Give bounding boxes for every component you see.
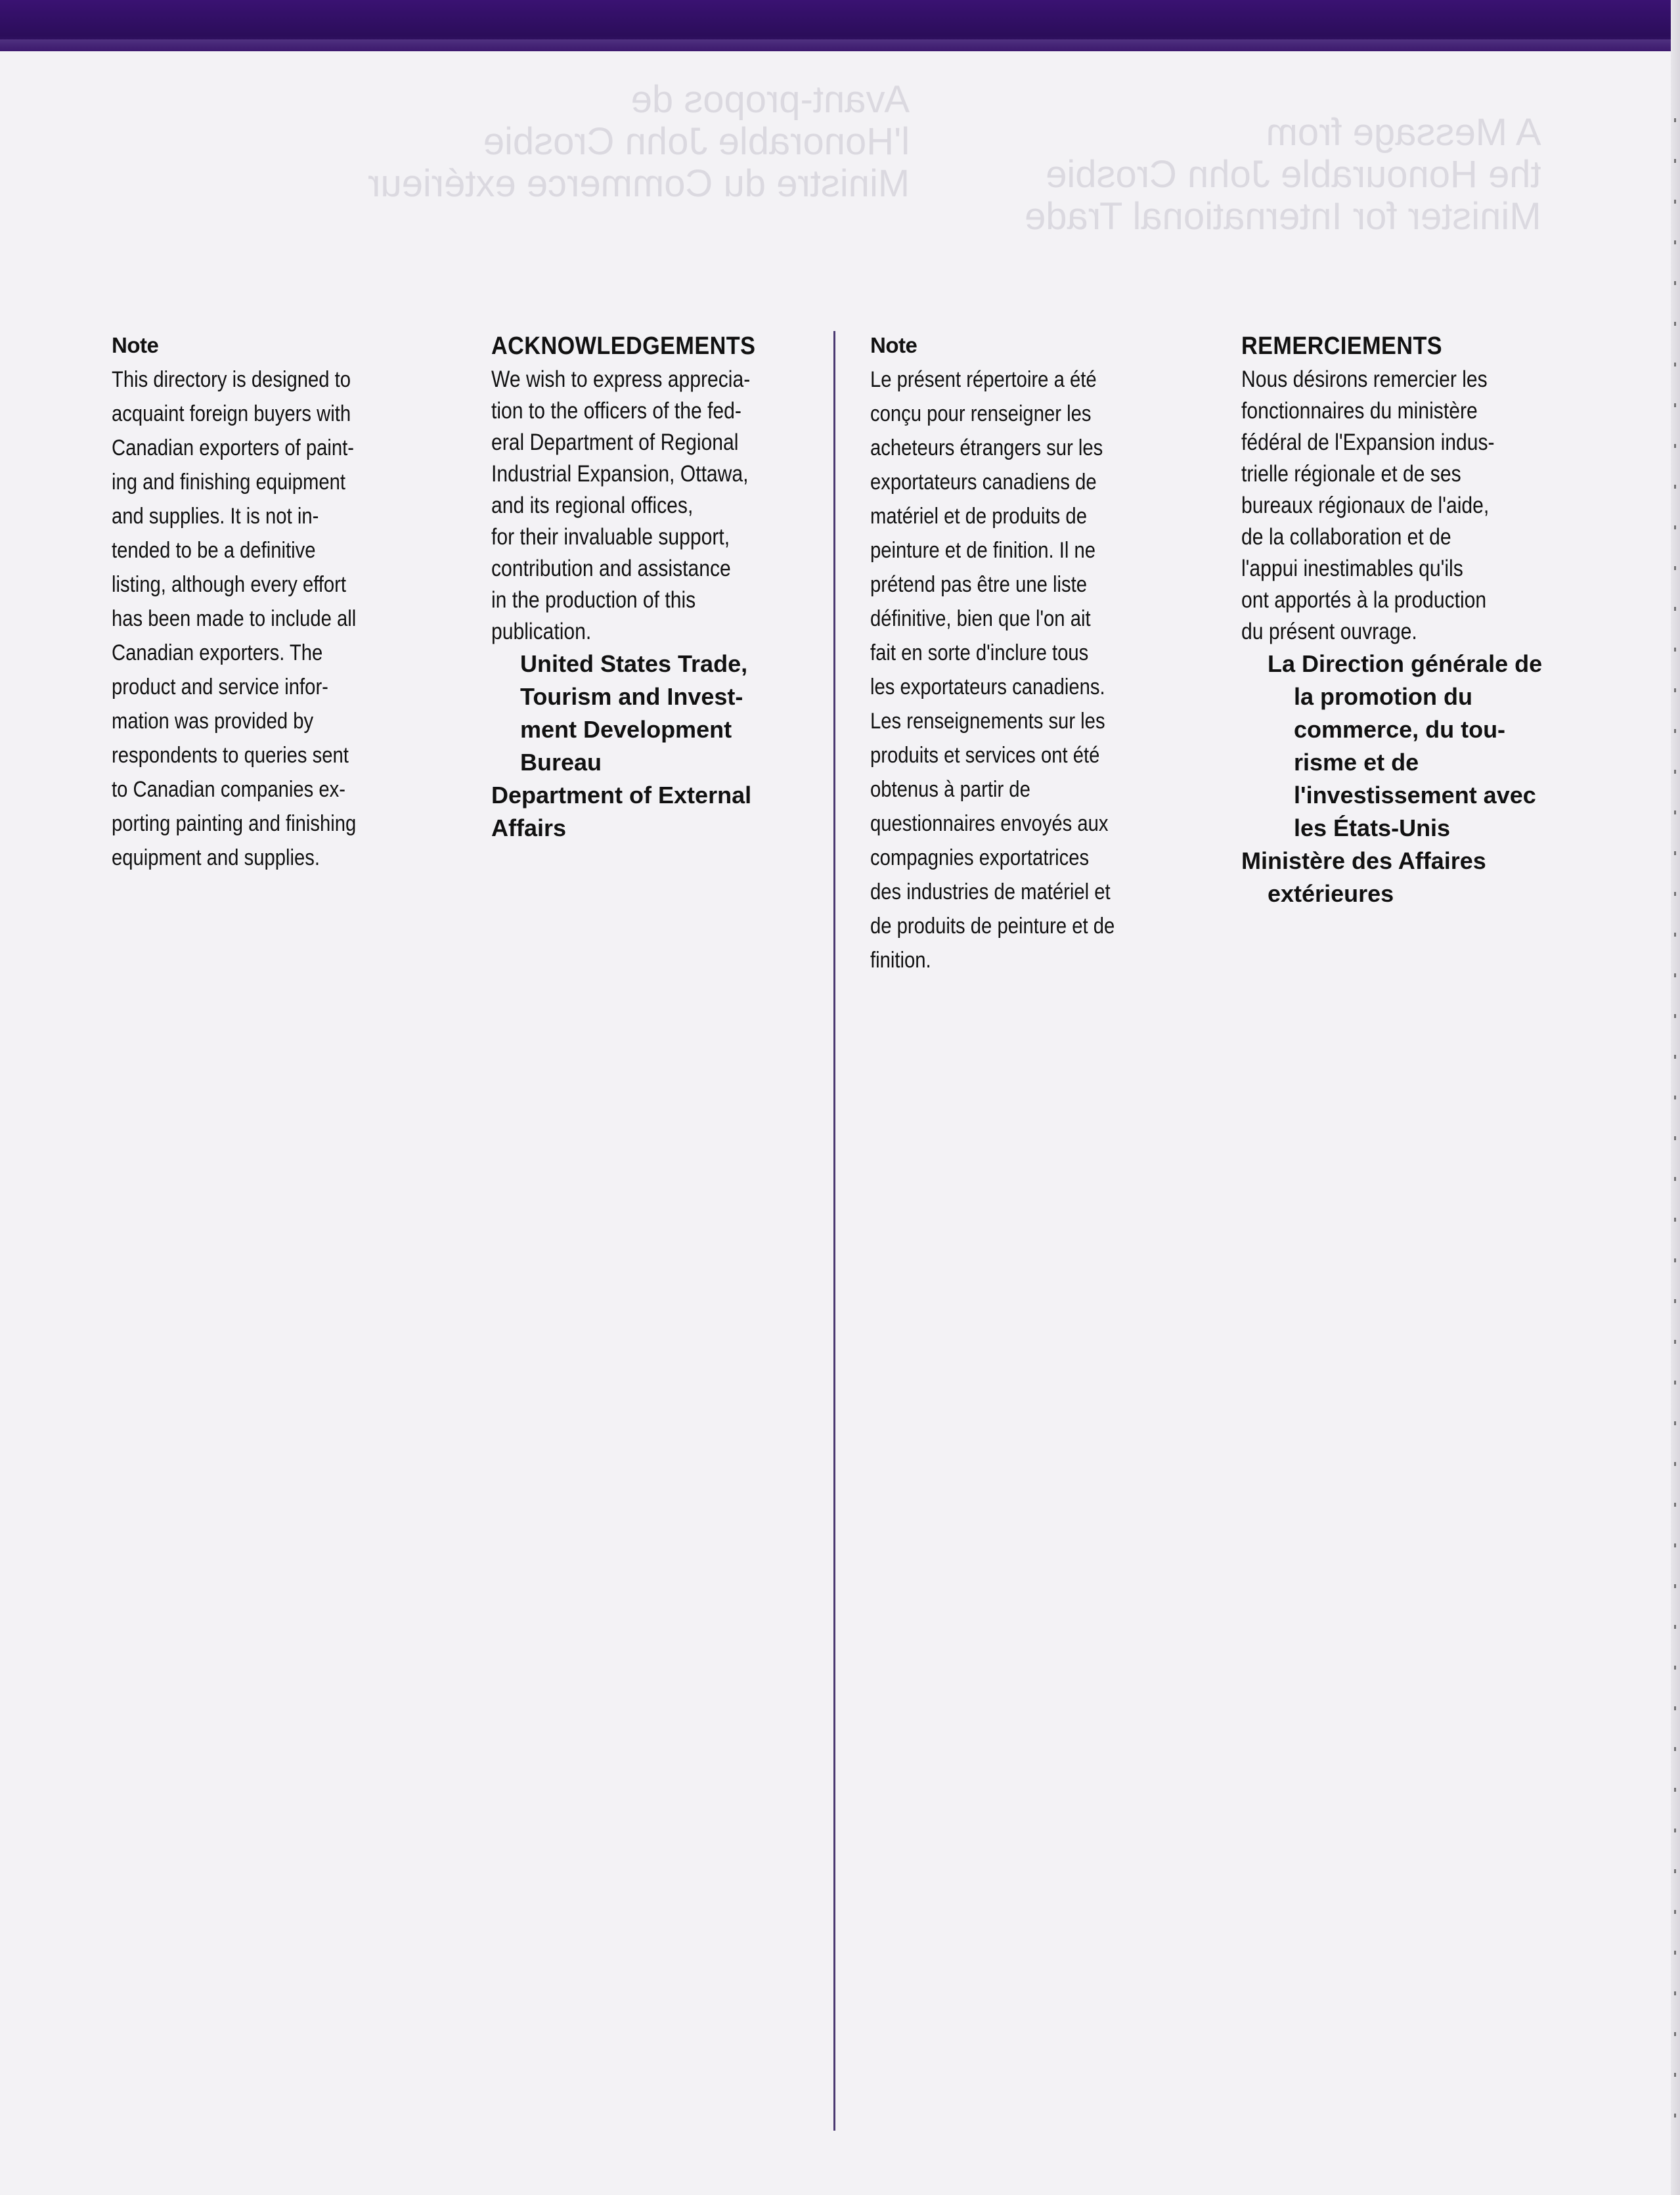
bureau-name: United States Trade, Tourism and Invest- ment Development Bureau bbox=[520, 650, 748, 776]
department-name: Department of External Affairs bbox=[491, 782, 752, 841]
page-gutter-divider bbox=[833, 331, 835, 2131]
note-text: This directory is designed to acquaint foreign buyers with Canadian exporters of paint- ing and finishing equipment and supplies. It is not in- tended to be a definitive listing, although every effort has been made to include all Canadian exporters. The product and service infor- mation was provided by respondents to queries sent to Canadian companies ex- porting painting and finishing equipment and supplies. bbox=[112, 367, 357, 870]
page-edge bbox=[1671, 0, 1680, 2195]
acknowledgements-column bbox=[491, 328, 820, 845]
top-color-band bbox=[0, 0, 1680, 51]
remerciements-column bbox=[1241, 328, 1570, 910]
show-through-right-title: A Message from the Honourable John Crosbie Minister for International Trade bbox=[1025, 111, 1541, 238]
note-text-fr: Le présent répertoire a été conçu pour renseigner les acheteurs étrangers sur les exportateurs canadiens de matériel et de produits de peinture et de finition. Il ne prétend pas être une liste définitive, bien que l'on ait fait en sorte d'inclure tous les exportateurs canadiens. Les renseignements sur les produits et services ont été obtenus à partir de questionnaires envoyés aux compagnies exportatrices des industries de matériel et de produits de peinture et de finition. bbox=[870, 367, 1115, 973]
acknowledgements-heading: ACKNOWLEDGEMENTS bbox=[491, 332, 756, 360]
show-through-left-title: Avant-propos de l'Honorable John Crosbie Ministre du Commerce extérieur bbox=[368, 78, 910, 205]
note-heading: Note bbox=[112, 333, 159, 357]
direction-name: La Direction générale de la promotion du commerce, du tou- risme et de l'investissement avec les États-Unis bbox=[1268, 650, 1543, 841]
acknowledgements-text: We wish to express apprecia- tion to the officers of the fed- eral Department of Regional Industrial Expansion, Ottawa, and its regional offices, for their invaluable support, contribution and assistance in the production of this publication. bbox=[491, 366, 751, 644]
remerciements-text: Nous désirons remercier les fonctionnaires du ministère fédéral de l'Expansion indus- trielle régionale et de ses bureaux régionaux de l'aide, de la collaboration et de l'appui inestimables qu'ils ont apportés à la production du présent ouvrage. bbox=[1241, 366, 1495, 644]
note-heading-fr: Note bbox=[870, 333, 917, 357]
note-column-fr bbox=[870, 328, 1212, 977]
remerciements-heading: REMERCIEMENTS bbox=[1241, 332, 1443, 360]
note-column-en bbox=[112, 328, 453, 875]
ministere-name: Ministère des Affaires extérieures bbox=[1241, 847, 1486, 907]
